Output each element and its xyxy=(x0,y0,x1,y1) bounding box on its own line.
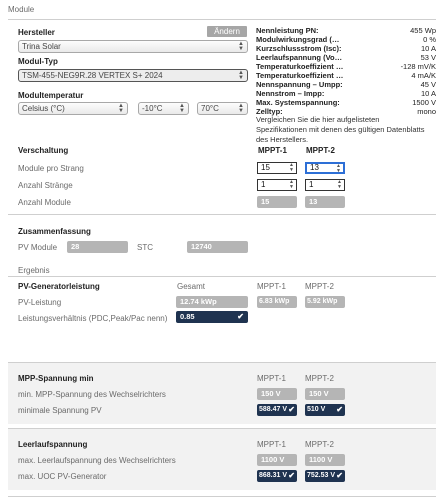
check-icon: ✔ xyxy=(336,405,343,414)
pv-power-mppt1: 6.83 kWp xyxy=(257,296,297,308)
pv-max-voc-mppt1-text: 868.31 V xyxy=(259,472,288,479)
stc-value: 12740 xyxy=(187,241,248,253)
spinner-icon[interactable]: ▲ ▼ xyxy=(336,163,341,174)
module-temp-label: Modultemperatur xyxy=(18,91,84,100)
result-label: Ergebnis xyxy=(18,266,50,275)
input-value: 15 xyxy=(261,163,270,172)
input-value: 1 xyxy=(309,180,314,189)
check-icon: ✔ xyxy=(288,405,295,414)
pv-min-voltage-mppt1 xyxy=(257,404,297,416)
pv-modules-label: PV Module xyxy=(18,243,58,252)
generator-col-total: Gesamt xyxy=(177,282,206,291)
select-arrows-icon: ▲ ▼ xyxy=(238,69,244,81)
check-icon: ✔ xyxy=(288,471,295,480)
check-icon: ✔ xyxy=(336,471,343,480)
manufacturer-label: Hersteller xyxy=(18,28,55,37)
inv-max-voc-mppt2: 1100 V xyxy=(305,454,345,466)
temp-max-select[interactable] xyxy=(197,102,248,115)
summary-title: Zusammenfassung xyxy=(18,227,91,236)
mpp-col-mppt1: MPPT-1 xyxy=(257,374,286,383)
manufacturer-select-value: Trina Solar xyxy=(22,42,61,51)
spec-row xyxy=(256,98,436,107)
pv-max-voc-mppt2-text: 752.53 V xyxy=(307,472,336,479)
voc-col-mppt1: MPPT-1 xyxy=(257,440,286,449)
spec-value: 455 Wp xyxy=(410,26,436,35)
select-arrows-icon: ▲ ▼ xyxy=(238,102,244,114)
pv-min-voltage-label: minimale Spannung PV xyxy=(18,406,102,415)
pv-max-voc-label: max. UOC PV-Generator xyxy=(18,472,107,481)
spec-key: Temperaturkoeffizient … xyxy=(256,71,344,80)
modules-per-string-label: Module pro Strang xyxy=(18,164,84,173)
pv-modules-value: 28 xyxy=(67,241,128,253)
temp-max-value: 70°C xyxy=(201,104,219,113)
power-ratio-value xyxy=(176,311,248,323)
spec-row xyxy=(256,26,436,35)
spec-key: Nennleistung PN: xyxy=(256,26,319,35)
module-type-select[interactable] xyxy=(18,69,248,82)
spec-value: 53 V xyxy=(420,53,436,62)
spinner-icon[interactable]: ▲ ▼ xyxy=(337,179,342,190)
spec-key: Leerlaufspannung (Vo… xyxy=(256,53,343,62)
stc-label: STC xyxy=(137,243,153,252)
modules-count-mppt1: 15 xyxy=(257,196,297,208)
wiring-title: Verschaltung xyxy=(18,146,69,155)
spec-row xyxy=(256,71,436,80)
spec-row xyxy=(256,35,436,44)
check-icon: ✔ xyxy=(237,312,244,321)
input-value: 13 xyxy=(310,163,319,172)
strings-label: Anzahl Stränge xyxy=(18,181,73,190)
page-title: Module xyxy=(8,5,35,14)
spec-key: Zelltyp: xyxy=(256,107,283,116)
spec-value: 0 % xyxy=(423,35,436,44)
spec-key: Modulwirkungsgrad (… xyxy=(256,35,340,44)
module-type-label: Modul-Typ xyxy=(18,57,58,66)
mpp-title: MPP-Spannung min xyxy=(18,374,94,383)
spec-value: -128 mV/K xyxy=(400,62,436,71)
spec-row xyxy=(256,44,436,53)
spec-row xyxy=(256,80,436,89)
select-arrows-icon: ▲ ▼ xyxy=(238,40,244,52)
modules-count-mppt2: 13 xyxy=(305,196,345,208)
spec-key: Temperaturkoeffizient … xyxy=(256,62,344,71)
spec-row xyxy=(256,62,436,71)
voc-col-mppt2: MPPT-2 xyxy=(305,440,334,449)
spinner-icon[interactable]: ▲ ▼ xyxy=(289,179,294,190)
select-arrows-icon: ▲ ▼ xyxy=(179,102,185,114)
spec-key: Kurzschlussstrom (Isc): xyxy=(256,44,342,53)
spec-key: Nennstrom – Impp: xyxy=(256,89,325,98)
spec-value: 45 V xyxy=(420,80,436,89)
modules-per-string-mppt1-input[interactable] xyxy=(257,162,297,174)
pv-min-voltage-mppt2-text: 510 V xyxy=(307,406,326,413)
inv-max-voc-mppt1: 1100 V xyxy=(257,454,297,466)
spec-value: 1500 V xyxy=(412,98,436,107)
temp-min-select[interactable] xyxy=(138,102,189,115)
modules-count-label: Anzahl Module xyxy=(18,198,71,207)
wiring-divider xyxy=(8,214,436,215)
input-value: 1 xyxy=(261,180,266,189)
inv-max-voc-label: max. Leerlaufspannung des Wechselrichters xyxy=(18,456,176,465)
select-arrows-icon: ▲ ▼ xyxy=(118,102,124,114)
spec-row xyxy=(256,89,436,98)
pv-max-voc-mppt1 xyxy=(257,470,297,482)
inv-min-mpp-mppt2: 150 V xyxy=(305,388,345,400)
spec-value: 10 A xyxy=(420,44,436,53)
manufacturer-select[interactable] xyxy=(18,40,248,53)
pv-power-mppt2: 5.92 kWp xyxy=(305,296,345,308)
change-manufacturer-button[interactable]: Ändern xyxy=(207,26,247,37)
power-ratio-label: Leistungsverhältnis (PDC,Peak/Pac nenn) xyxy=(18,314,168,323)
bottom-divider xyxy=(8,496,436,497)
spec-row xyxy=(256,53,436,62)
strings-mppt2-input[interactable] xyxy=(305,179,345,191)
inv-min-mpp-label: min. MPP-Spannung des Wechselrichters xyxy=(18,390,166,399)
temp-unit-select[interactable] xyxy=(18,102,128,115)
mpp-divider xyxy=(8,362,436,363)
module-type-select-value: TSM-455-NEG9R.28 VERTEX S+ 2024 xyxy=(22,71,163,80)
generator-col-mppt1: MPPT-1 xyxy=(257,282,286,291)
spinner-icon[interactable]: ▲ ▼ xyxy=(289,162,294,173)
modules-per-string-mppt2-input[interactable] xyxy=(305,162,345,174)
result-divider xyxy=(8,276,436,277)
voc-divider xyxy=(8,428,436,429)
pv-min-voltage-mppt2 xyxy=(305,404,345,416)
spec-value: mono xyxy=(417,107,436,116)
pv-power-label: PV-Leistung xyxy=(18,298,62,307)
temp-unit-value: Celsius (°C) xyxy=(22,104,65,113)
title-divider xyxy=(8,19,436,20)
voc-title: Leerlaufspannung xyxy=(18,440,88,449)
inv-min-mpp-mppt1: 150 V xyxy=(257,388,297,400)
temp-min-value: -10°C xyxy=(142,104,163,113)
spec-key: Nennspannung – Umpp: xyxy=(256,80,343,89)
spec-note: Vergleichen Sie die hier aufgelisteten Spezifikationen mit denen des gültigen Datenblatts des Herstellers. xyxy=(256,115,425,144)
wiring-mppt2-header: MPPT-2 xyxy=(306,146,335,155)
generator-title: PV-Generatorleistung xyxy=(18,282,100,291)
spec-value: 10 A xyxy=(420,89,436,98)
wiring-mppt1-header: MPPT-1 xyxy=(258,146,287,155)
pv-max-voc-mppt2 xyxy=(305,470,345,482)
mpp-col-mppt2: MPPT-2 xyxy=(305,374,334,383)
pv-power-total: 12.74 kWp xyxy=(176,296,248,308)
pv-min-voltage-mppt1-text: 588.47 V xyxy=(259,406,288,413)
spec-value: 4 mA/K xyxy=(411,71,436,80)
strings-mppt1-input[interactable] xyxy=(257,179,297,191)
spec-key: Max. Systemspannung: xyxy=(256,98,340,107)
power-ratio-text: 0.85 xyxy=(180,312,195,321)
generator-col-mppt2: MPPT-2 xyxy=(305,282,334,291)
